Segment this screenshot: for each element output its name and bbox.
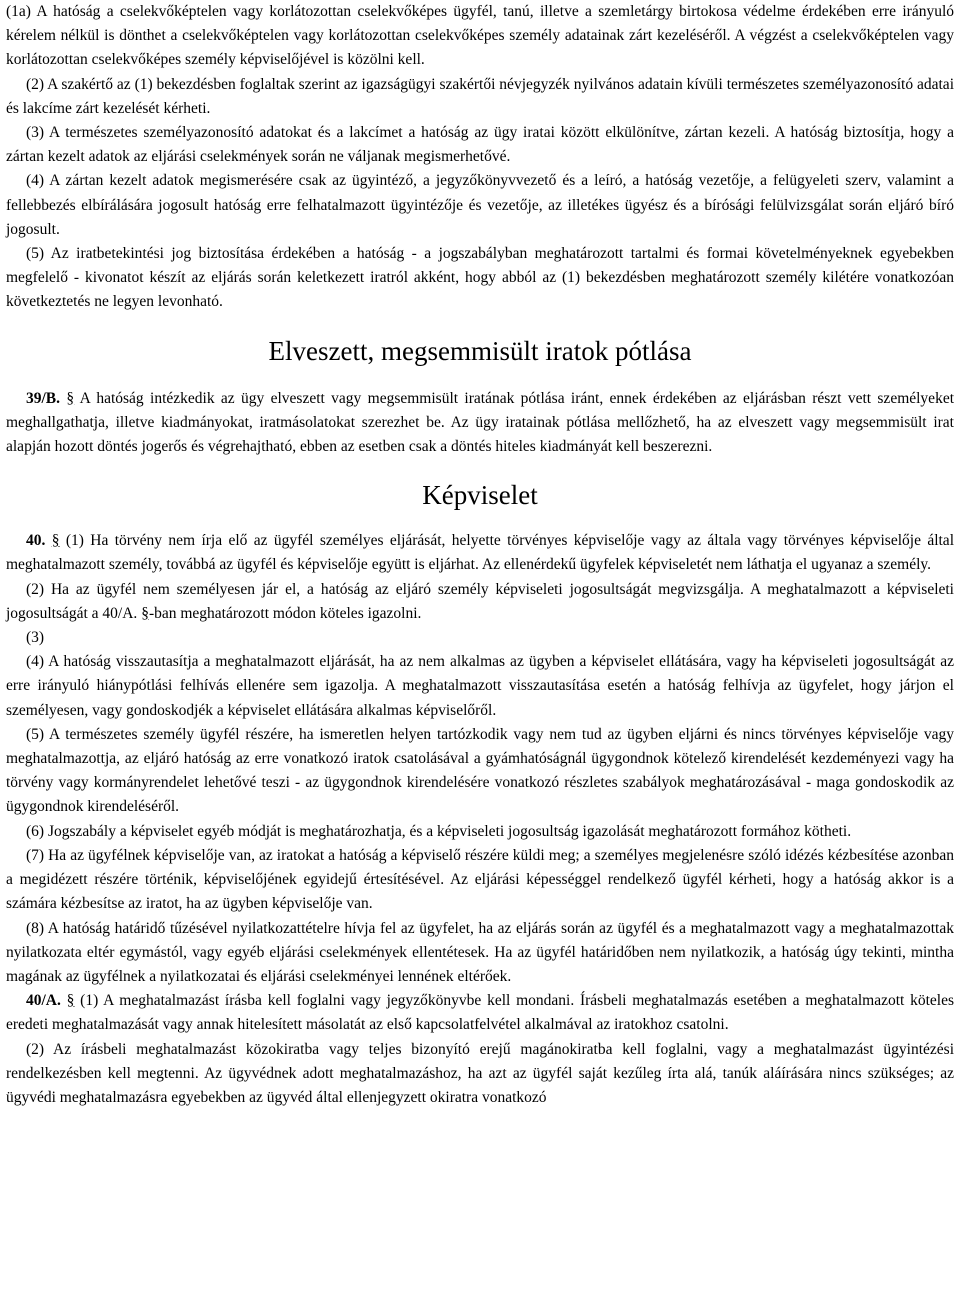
section-40a-symbol: § <box>66 992 75 1010</box>
section-40-paragraph-2-before: (2) Ha az ügyfél nem személyesen jár el, a hatóság az eljáró személy képviseleti jogosultságát megvizsgálja. A meghatalmazott a képviseleti jogosultságát a 40/A. <box>6 580 954 622</box>
section-40-symbol: § <box>51 532 60 550</box>
paragraph-4: (4) A zártan kezelt adatok megismerésére csak az ügyintéző, a jegyzőkönyvvezető és a leíró, a hatóság vezetője, a felügyeleti szerv, valamint a fellebbezés elbírálására jogosult hatóság erre felhatalmazott ügyintézője és vezetője, az illetékes ügyész és a bírósági felülvizsgálat során eljáró bíró jogosult. <box>6 172 954 238</box>
heading-representation: Képviselet <box>422 480 538 511</box>
section-40-text: (1) Ha törvény nem írja elő az ügyfél személyes eljárását, helyette törvényes képviselője vagy az általa vagy törvényes képviselője által meghatalmazott személy, továbbá az ügyfél és képviselője együtt is eljárhat. Az ellenérdekű ügyfelek képviseletét nem láthatja el ugyanaz a személy. <box>6 532 954 574</box>
heading-lost-documents: Elveszett, megsemmisült iratok pótlása <box>268 335 692 366</box>
section-40-paragraph-7: (7) Ha az ügyfélnek képviselője van, az iratokat a hatóság a képviselő részére küldi meg; a személyes megjelenésre szóló idézés kézbesítése azonban a megidézett részére történik, képviselőjének egyidejű értesítésével. Az eljárási képességgel rendelkező ügyfél kérheti, hogy a hatóság akkor is a számára kézbesítse az iratot, ha az ügyben képviselője van. <box>6 846 954 913</box>
section-40-paragraph-8: (8) A hatóság határidő tűzésével nyilatkozattételre hívja fel az ügyfelet, ha az eljárás során az ügyfél és a meghatalmazott vagy a meghatalmazottak nyilatkozata eltér egymástól, vagy egyéb eljárási cselekmények ellentétesek. Ha az ügyfél határidőben nem nyilatkozik, a hatóság úgy tekinti, mintha magának az ügyfélnek a nyilatkozatai és eljárási cselekményei lennének eltérőek. <box>6 919 954 985</box>
section-40-number: 40. <box>26 532 46 550</box>
section-40-paragraph-2-after: -ban meghatározott módon köteles igazolni. <box>148 604 422 622</box>
section-40-paragraph-2-symbol: § <box>141 604 149 622</box>
section-39b-number: 39/B. <box>26 389 61 407</box>
section-40a <box>6 989 954 1037</box>
paragraph-2: (2) A szakértő az (1) bekezdésben foglaltak szerint az igazságügyi szakértői névjegyzék nyilvános adatain kívüli természetes személyazonosító adatai és lakcíme zárt kezelését kérheti. <box>6 75 954 117</box>
paragraph-3: (3) A természetes személyazonosító adatokat és a lakcímet a hatóság az ügy iratai között elkülönítve, zártan kezeli. A hatóság biztosítja, hogy a zártan kezelt adatok az eljárási cselekmények során ne váljanak megismerhetővé. <box>6 124 954 166</box>
section-39b <box>6 387 954 460</box>
section-39b-symbol: § <box>66 389 75 407</box>
section-40a-text: (1) A meghatalmazást írásba kell foglalni vagy jegyzőkönyvbe kell mondani. Írásbeli meghatalmazás esetében a meghatalmazott köteles eredeti meghatalmazását vagy annak hitelesített másolatát az első kapcsolatfelvétel alkalmával az iratokhoz csatolni. <box>6 992 955 1034</box>
heading-lost-documents-wrap <box>6 315 954 387</box>
section-40-paragraph-4: (4) A hatóság visszautasítja a meghatalmazott eljárását, ha az nem alkalmas az ügyben a képviselet ellátására, vagy ha képviseleti jogosultságát az erre irányuló hiánypótlási felhívás ellenére sem igazolja. A meghatalmazott visszautasítása esetén a hatóság felhívja az ügyfelet, hogy járjon el személyesen, vagy gondoskodjék a képviselet ellátására alkalmas képviselőről. <box>6 653 954 719</box>
heading-representation-wrap <box>6 459 954 529</box>
section-40a-paragraph-2: (2) Az írásbeli meghatalmazást közokiratba vagy teljes bizonyító erejű magánokiratba kell foglalni, vagy a meghatalmazást ügyintézési rendelkezésben kell megtenni. Az ügyvédnek adott meghatalmazáshoz, ha azt az ügyfél saját kezűleg írta alá, tanúk aláírására nincs szükséges; az ügyvédi meghatalmazásra egyebekben az ügyvéd által ellenjegyzett okiratra vonatkozó <box>6 1040 954 1106</box>
section-39b-text: A hatóság intézkedik az ügy elveszett vagy megsemmisült iratának pótlása iránt, ennek érdekében az eljárásban részt vett személyeket meghallgathatja, illetve kiadmányokat, iratmásolatokat szerezhet be. Az ügy iratainak pótlása mellőzhető, ha az elveszett vagy megsemmisült irat alapján hozott döntés jogerős és végrehajtható, ebben az esetben csak a döntés hiteles kiadmányát kell beszerezni. <box>6 389 955 456</box>
section-40a-number: 40/A. <box>26 992 61 1010</box>
section-40-paragraph-2 <box>6 578 954 626</box>
section-40-paragraph-3: (3) <box>26 629 45 647</box>
section-40 <box>6 529 954 577</box>
section-40-paragraph-5: (5) A természetes személy ügyfél részére, ha ismeretlen helyen tartózkodik vagy nem tud az ügyben eljárni és nincs törvényes képviselője vagy meghatalmazottja, az eljáró hatóság az erre vonatkozó iratok csatolásával a gyámhatóságnál ügygondnok kötelező kirendelését kezdeményezi vagy ha törvény vagy kormányrendelet lehetővé teszi - az ügygondnok kirendelésére vonatkozó részletes szabályok meghatározásával - maga gondoskodik az ügygondnok kirendeléséről. <box>6 725 954 816</box>
section-40-paragraph-6: (6) Jogszabály a képviselet egyéb módját is meghatározhatja, és a képviseleti jogosultság igazolását meghatározott formához kötheti. <box>26 822 852 840</box>
paragraph-5: (5) Az iratbetekintési jog biztosítása érdekében a hatóság - a jogszabályban meghatározott tartalmi és formai követelményeknek egyebekben megfelelő - kivonatot készít az eljárás során keletkezett iratról akként, hogy abból az (1) bekezdésben meghatározott személy kilétére vonatkozóan következtetés ne legyen levonható. <box>6 245 954 311</box>
paragraph-1a: (1a) A hatóság a cselekvőképtelen vagy korlátozottan cselekvőképes ügyfél, tanú, illetve a szemletárgy birtokosa védelme érdekében erre irányuló kérelem nélkül is dönthet a cselekvőképtelen vagy korlátozottan cselekvőképes személy adatainak zárt kezeléséről. A végzést a cselekvőképtelen vagy korlátozottan cselekvőképes személy képviselőjével is közölni kell. <box>6 3 954 69</box>
